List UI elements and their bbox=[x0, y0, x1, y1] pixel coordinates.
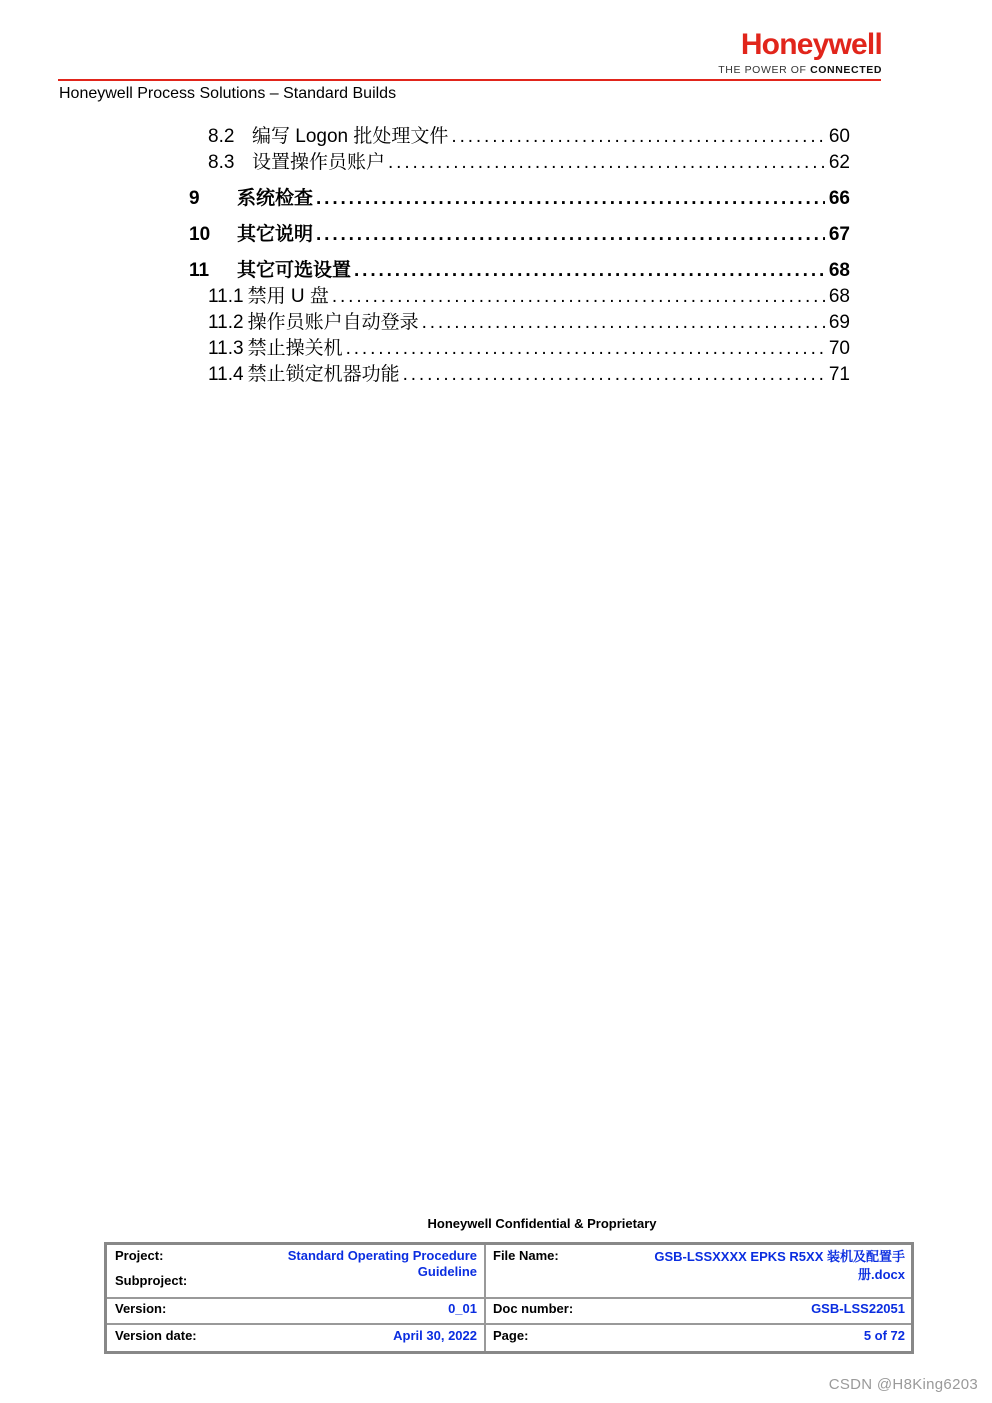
toc-number: 8.3 bbox=[208, 152, 235, 173]
toc-number: 8.2 bbox=[208, 126, 235, 147]
toc-number: 11.1 bbox=[208, 286, 244, 307]
project-label: Project: bbox=[115, 1248, 164, 1263]
toc-leader bbox=[316, 187, 825, 211]
toc-entry-11[interactable] bbox=[189, 259, 850, 283]
logo-tagline bbox=[718, 63, 882, 77]
confidential-notice: Honeywell Confidential & Proprietary bbox=[427, 1216, 657, 1231]
header-rule bbox=[58, 79, 881, 81]
toc-entry-11-3[interactable] bbox=[208, 337, 850, 361]
toc-page: 67 bbox=[828, 224, 850, 245]
document-info-table bbox=[104, 1242, 914, 1354]
toc-entry-11-1[interactable] bbox=[208, 285, 850, 309]
toc-title: 其它说明 bbox=[237, 224, 314, 245]
toc-leader bbox=[403, 363, 825, 387]
table-divider bbox=[107, 1297, 911, 1299]
toc-page: 66 bbox=[828, 188, 850, 209]
toc-title: 禁止操关机 bbox=[247, 338, 343, 359]
toc-page: 62 bbox=[828, 152, 850, 173]
toc-page: 68 bbox=[828, 260, 850, 281]
toc-entry-10[interactable] bbox=[189, 223, 850, 247]
toc-page: 69 bbox=[828, 312, 850, 333]
header-title: Honeywell Process Solutions – Standard Builds bbox=[59, 85, 397, 102]
doc-number-value: GSB-LSS22051 bbox=[811, 1301, 905, 1316]
file-name-label: File Name: bbox=[493, 1248, 559, 1263]
page-label: Page: bbox=[493, 1328, 529, 1343]
toc-page: 60 bbox=[828, 126, 850, 147]
toc-leader bbox=[451, 125, 824, 149]
page-value: 5 of 72 bbox=[863, 1328, 905, 1343]
toc-entry-11-4[interactable] bbox=[208, 363, 850, 387]
toc-entry-11-2[interactable] bbox=[208, 311, 850, 335]
toc-entry-8-3[interactable] bbox=[208, 151, 850, 175]
toc-entry-8-2[interactable] bbox=[208, 125, 850, 149]
logo-tagline-light: THE POWER OF bbox=[718, 64, 807, 76]
toc-title: 禁用 U 盘 bbox=[247, 286, 329, 307]
version-value: 0_01 bbox=[448, 1301, 477, 1316]
toc-title: 禁止锁定机器功能 bbox=[247, 364, 400, 385]
toc-leader bbox=[422, 311, 825, 335]
toc-number: 9 bbox=[189, 188, 200, 209]
toc-title: 编写 Logon 批处理文件 bbox=[252, 126, 449, 147]
toc-number: 11.3 bbox=[208, 338, 244, 359]
toc-title: 其它可选设置 bbox=[237, 260, 352, 281]
doc-number-label: Doc number: bbox=[493, 1301, 574, 1316]
toc-page: 68 bbox=[828, 286, 850, 307]
toc-number: 10 bbox=[189, 224, 211, 245]
toc-title: 操作员账户自动登录 bbox=[247, 312, 419, 333]
toc-leader bbox=[316, 223, 825, 247]
toc-page: 70 bbox=[828, 338, 850, 359]
toc-title: 设置操作员账户 bbox=[252, 152, 386, 173]
toc-entry-9[interactable] bbox=[189, 187, 850, 211]
file-name-value: GSB-LSSXXXX EPKS R5XX 装机及配置手册.docx bbox=[654, 1249, 905, 1282]
toc-number: 11.4 bbox=[208, 364, 244, 385]
logo-wordmark: Honeywell bbox=[740, 28, 882, 61]
version-date-value: April 30, 2022 bbox=[393, 1328, 477, 1343]
toc-leader bbox=[354, 259, 825, 283]
table-divider bbox=[107, 1323, 911, 1325]
toc-leader bbox=[388, 151, 825, 175]
toc-title: 系统检查 bbox=[237, 188, 314, 209]
toc-leader bbox=[346, 337, 825, 361]
logo-tagline-bold: CONNECTED bbox=[810, 64, 882, 76]
toc-number: 11 bbox=[189, 260, 210, 281]
toc-page: 71 bbox=[828, 364, 850, 385]
subproject-label: Subproject: bbox=[115, 1273, 188, 1288]
version-label: Version: bbox=[115, 1301, 167, 1316]
project-value: Standard Operating Procedure Guideline bbox=[287, 1248, 477, 1279]
toc-leader bbox=[332, 285, 825, 309]
version-date-label: Version date: bbox=[115, 1328, 197, 1343]
honeywell-logo bbox=[718, 28, 882, 77]
watermark: CSDN @H8King6203 bbox=[828, 1376, 978, 1393]
toc-number: 11.2 bbox=[208, 312, 244, 333]
